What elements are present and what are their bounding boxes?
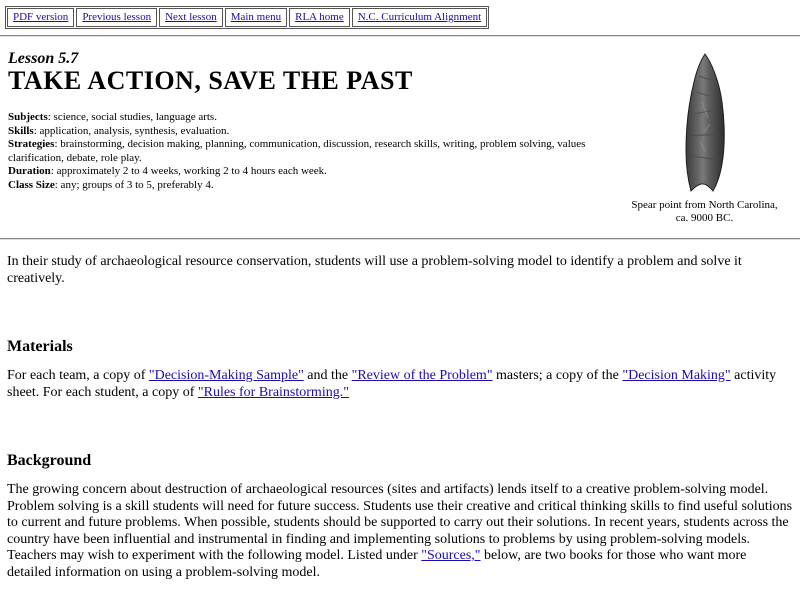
subjects-row: [8, 111, 618, 125]
strategies-value: : brainstorming, decision making, planning, communication, discussion, research skills, writing, problem solving, values clarification, debate, role play.: [8, 138, 586, 164]
class-size-value: : any; groups of 3 to 5, preferably 4.: [54, 178, 214, 191]
lesson-number: Lesson 5.7: [8, 50, 79, 67]
decision-making-link[interactable]: "Decision Making": [622, 368, 731, 383]
materials-text-4: activity sheet. For each student, a copy of: [7, 368, 777, 400]
subjects-label: Subjects: [8, 111, 48, 123]
figure-caption: [612, 199, 797, 225]
class-size-row: [8, 179, 618, 193]
spear-point-image: [675, 52, 735, 194]
intro-paragraph: In their study of archaeological resource conservation, students will use a problem-solving model to identify a problem and solve it creatively.: [7, 254, 742, 286]
materials-paragraph: [7, 368, 793, 401]
background-text-2: below, are two books for those who want more detailed information on using a problem-solving model.: [7, 548, 747, 580]
section-divider: [0, 238, 800, 240]
duration-row: [8, 165, 618, 179]
skills-label: Skills: [8, 124, 34, 137]
skills-row: [8, 125, 618, 139]
top-divider: [0, 35, 800, 37]
materials-text-3: masters; a copy of the: [492, 368, 623, 383]
duration-value: : approximately 2 to 4 weeks, working 2 to 4 hours each week.: [50, 165, 327, 177]
top-navigation: [5, 6, 489, 29]
duration-label: Duration: [8, 165, 51, 177]
spear-point-figure: [612, 52, 797, 225]
nav-pdf-version[interactable]: PDF version: [7, 8, 74, 27]
materials-heading: Materials: [7, 338, 73, 355]
rules-for-brainstorming-link[interactable]: "Rules for Brainstorming.": [197, 384, 349, 400]
subjects-value: : science, social studies, language arts.: [47, 111, 217, 123]
lesson-metadata: [8, 111, 618, 192]
page-title: TAKE ACTION, SAVE THE PAST: [8, 66, 413, 95]
sources-link[interactable]: "Sources,": [421, 548, 481, 563]
strategies-row: [8, 138, 618, 165]
caption-line-1: Spear point from North Carolina,: [631, 199, 778, 211]
materials-text-1: For each team, a copy of: [7, 368, 149, 383]
decision-making-sample-link[interactable]: "Decision-Making Sample": [148, 368, 304, 383]
caption-line-2: ca. 9000 BC.: [675, 212, 734, 224]
nav-next-lesson[interactable]: Next lesson: [159, 8, 223, 27]
review-of-problem-link[interactable]: "Review of the Problem": [351, 368, 493, 383]
background-heading: Background: [7, 452, 92, 469]
background-text-1: The growing concern about destruction of archaeological resources (sites and artifacts) lends itself to a creative problem-solving model. Problem solving is a skill students will need for future success. Students use their creative and critical thinking skills to find useful solutions to current and future problems. When possible, students should be supported to carry out their solutions. In recent years, students across the country have been influential and instrumental in finding and implementing solutions to problems by using problem-solving models. Teachers may wish to experiment with the following model. Listed under: [7, 482, 793, 563]
materials-text-2: and the: [303, 368, 352, 383]
nav-rla-home[interactable]: RLA home: [289, 8, 350, 27]
nav-previous-lesson[interactable]: Previous lesson: [76, 8, 157, 27]
nav-main-menu[interactable]: Main menu: [225, 8, 287, 27]
class-size-label: Class Size: [8, 178, 55, 191]
background-paragraph: [7, 482, 793, 581]
skills-value: : application, analysis, synthesis, evaluation.: [33, 124, 230, 137]
nav-curriculum-alignment[interactable]: N.C. Curriculum Alignment: [352, 8, 487, 27]
strategies-label: Strategies: [8, 138, 55, 150]
